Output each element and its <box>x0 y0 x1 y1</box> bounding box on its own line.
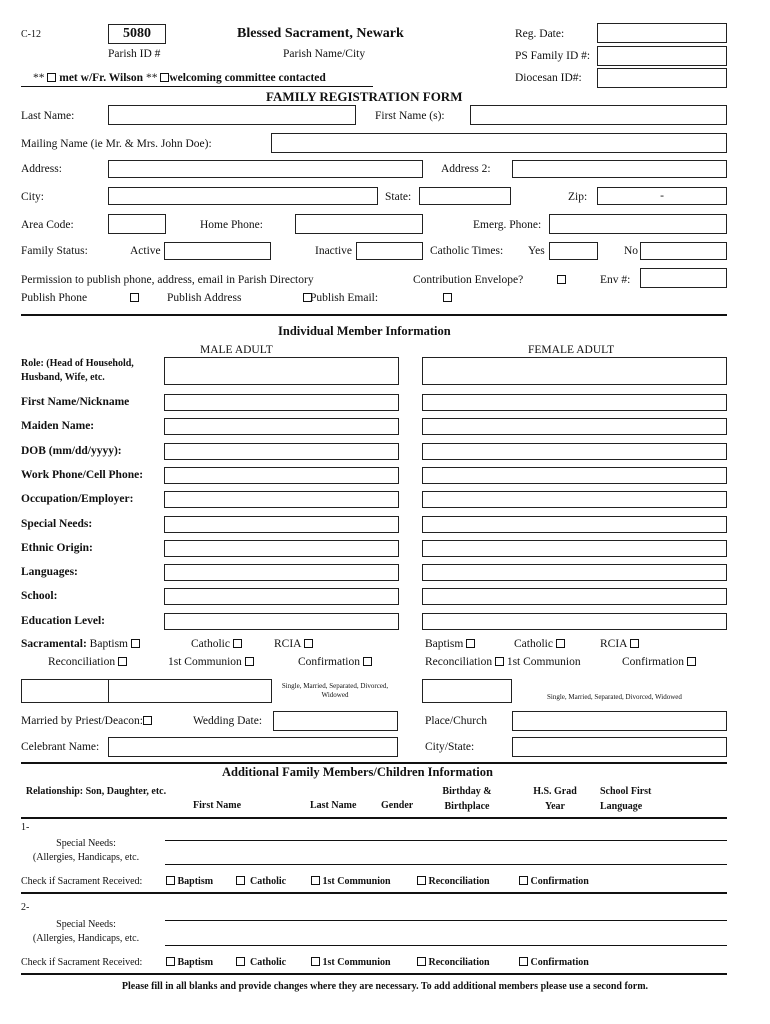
catholic-times-no-label: No <box>624 245 639 257</box>
entry-1-rule <box>21 892 727 894</box>
confirmation-1-group <box>519 876 589 887</box>
entry-2-line[interactable] <box>165 920 727 921</box>
row-male-input-first-name-nickname[interactable] <box>164 394 399 411</box>
contribution-label: Contribution Envelope? <box>413 274 524 286</box>
reconciliation-2-label: Reconciliation <box>428 957 490 968</box>
reconciliation-1-group <box>417 876 490 887</box>
catholic-2-group <box>236 957 286 968</box>
address2-label: Address 2: <box>441 163 491 175</box>
sacramental-row-male <box>21 638 140 650</box>
section-divider-2 <box>21 762 727 764</box>
reconciliation-label-male: Reconciliation <box>48 656 116 668</box>
zip-input[interactable] <box>597 187 727 205</box>
row-label-maiden-name: Maiden Name: <box>21 420 95 433</box>
row-female-input-education-level[interactable] <box>422 613 727 630</box>
confirmation-label-male: Confirmation <box>298 656 360 668</box>
marital-hint-male: Single, Married, Separated, Divorced, Widowed <box>281 682 389 699</box>
reconciliation-label-female: Reconciliation <box>425 656 493 668</box>
contact-checks <box>33 72 326 84</box>
rcia-checkbox-male[interactable] <box>304 639 313 648</box>
row-male-input-education-level[interactable] <box>164 613 399 630</box>
confirmation-group-female <box>622 656 696 668</box>
home-phone-label: Home Phone: <box>200 219 263 231</box>
row-female-input-ethnic-origin[interactable] <box>422 540 727 557</box>
baptism-group-female <box>425 638 475 650</box>
communion-1-group <box>311 876 391 887</box>
row-male-input-school[interactable] <box>164 588 399 605</box>
baptism-checkbox-female[interactable] <box>466 639 475 648</box>
catholic-times-no-input[interactable] <box>640 242 727 260</box>
special-needs-2-line[interactable] <box>165 945 727 946</box>
catholic-2-label: Catholic <box>250 957 287 968</box>
catholic-label-female: Catholic <box>514 638 553 650</box>
publish-phone-label: Publish Phone <box>21 292 88 304</box>
active-input[interactable] <box>164 242 271 260</box>
publish-email-checkbox[interactable] <box>443 293 452 302</box>
address2-input[interactable] <box>512 160 727 178</box>
row-label-school: School: <box>21 590 58 603</box>
welcoming-label: welcoming committee contacted <box>169 72 326 84</box>
col-gender: Gender <box>381 800 414 811</box>
active-label: Active <box>130 245 161 257</box>
diocesan-id-field[interactable] <box>597 68 727 88</box>
catholic-checkbox-female[interactable] <box>556 639 565 648</box>
confirmation-2-group <box>519 957 589 968</box>
row-male-input-maiden-name[interactable] <box>164 418 399 435</box>
inactive-label: Inactive <box>315 245 353 257</box>
sacramental-label: Sacramental: <box>21 638 87 650</box>
role-male-input[interactable] <box>164 357 399 385</box>
children-title: Additional Family Members/Children Information <box>222 765 493 779</box>
contribution-checkbox[interactable] <box>557 275 566 284</box>
confirmation-2-label: Confirmation <box>530 957 589 968</box>
baptism-2-label: Baptism <box>177 957 214 968</box>
row-female-input-first-name-nickname[interactable] <box>422 394 727 411</box>
male-adult-heading: MALE ADULT <box>200 344 273 356</box>
state-input[interactable] <box>419 187 511 205</box>
role-female-input[interactable] <box>422 357 727 385</box>
col-birthday: Birthday & Birthplace <box>442 786 492 812</box>
col-hs-grad: H.S. Grad Year <box>533 786 577 812</box>
met-wilson-checkbox[interactable] <box>47 73 56 82</box>
header-underline <box>21 86 373 87</box>
row-label-work-phone-cell-phone: Work Phone/Cell Phone: <box>21 468 144 481</box>
footer-note: Please fill in all blanks and provide changes where they are necessary. To add additional members please use a second form. <box>121 981 649 992</box>
special-needs-2: Special Needs: <box>56 919 116 930</box>
row-female-input-special-needs[interactable] <box>422 516 727 533</box>
row-male-input-special-needs[interactable] <box>164 516 399 533</box>
entry-1-label: 1- <box>21 822 30 833</box>
rcia-group-male <box>274 638 313 650</box>
met-wilson-label: met w/Fr. Wilson <box>59 72 144 84</box>
address-input[interactable] <box>108 160 423 178</box>
col-last-name: Last Name <box>310 800 357 811</box>
publish-email-label: Publish Email: <box>310 292 379 304</box>
row-male-input-work-phone-cell-phone[interactable] <box>164 467 399 484</box>
celebrant-label: Celebrant Name: <box>21 741 100 753</box>
special-needs-1: Special Needs: <box>56 838 116 849</box>
wedding-date-input[interactable] <box>273 711 398 731</box>
communion-checkbox-male[interactable] <box>245 657 254 666</box>
row-male-input-ethnic-origin[interactable] <box>164 540 399 557</box>
individual-title: Individual Member Information <box>278 324 451 338</box>
reg-date-field[interactable] <box>597 23 727 43</box>
area-code-input[interactable] <box>108 214 166 234</box>
reconciliation-checkbox-female[interactable] <box>495 657 504 666</box>
confirmation-2-checkbox[interactable] <box>519 957 528 966</box>
communion-label-male: 1st Communion <box>168 656 242 668</box>
row-female-input-work-phone-cell-phone[interactable] <box>422 467 727 484</box>
row-male-input-languages[interactable] <box>164 564 399 581</box>
col-relationship: Relationship: Son, Daughter, etc. <box>25 786 167 797</box>
form-title: FAMILY REGISTRATION FORM <box>266 89 463 104</box>
row-male-input-dob-mm-dd-yyyy[interactable] <box>164 443 399 460</box>
sacraments-1 <box>166 876 213 887</box>
row-label-first-name-nickname: First Name/Nickname <box>21 396 130 408</box>
col-first-name: First Name <box>193 800 242 811</box>
reg-date-label: Reg. Date: <box>515 28 565 40</box>
address-label: Address: <box>21 163 62 175</box>
area-code-label: Area Code: <box>21 219 74 231</box>
communion-2-checkbox[interactable] <box>311 957 320 966</box>
row-female-input-occupation-employer[interactable] <box>422 491 727 508</box>
mailing-name-input[interactable] <box>271 133 727 153</box>
rcia-label-male: RCIA <box>274 638 301 650</box>
check-sacrament-1: Check if Sacrament Received: <box>21 876 143 887</box>
female-adult-heading: FEMALE ADULT <box>528 344 615 356</box>
baptism-checkbox-male[interactable] <box>131 639 140 648</box>
row-label-education-level: Education Level: <box>21 614 106 627</box>
catholic-label-male: Catholic <box>191 638 230 650</box>
rcia-checkbox-female[interactable] <box>630 639 639 648</box>
family-status-label: Family Status: <box>21 245 88 257</box>
city-input[interactable] <box>108 187 378 205</box>
catholic-times-label: Catholic Times: <box>430 245 504 257</box>
communion-group-male <box>168 656 254 668</box>
married-by-group <box>21 715 152 727</box>
state-label: State: <box>385 191 412 203</box>
baptism-1-checkbox[interactable] <box>166 876 175 885</box>
permission-label: Permission to publish phone, address, email in Parish Directory <box>21 274 314 286</box>
zip-label: Zip: <box>568 191 588 203</box>
reconciliation-group-female <box>425 656 581 668</box>
row-label-special-needs: Special Needs: <box>21 517 93 530</box>
emerg-phone-input[interactable] <box>549 214 727 234</box>
last-name-input[interactable] <box>108 105 356 125</box>
married-by-label: Married by Priest/Deacon: <box>21 715 143 727</box>
role-label: Role: (Head of Household, Husband, Wife, etc. <box>21 358 134 383</box>
sacraments-2 <box>166 957 213 968</box>
diocesan-id-label: Diocesan ID#: <box>515 72 582 84</box>
check-sacrament-2: Check if Sacrament Received: <box>21 957 143 968</box>
entry-2-label: 2- <box>21 902 30 913</box>
reconciliation-group-male <box>48 656 127 668</box>
wedding-date-label: Wedding Date: <box>193 715 263 727</box>
form-code: C-12 <box>21 29 41 40</box>
first-names-input[interactable] <box>470 105 727 125</box>
catholic-1-checkbox[interactable] <box>236 876 245 885</box>
ps-family-id-label: PS Family ID #: <box>515 50 591 62</box>
catholic-1-group <box>236 876 286 887</box>
special-needs-1-line[interactable] <box>165 864 727 865</box>
catholic-times-yes-input[interactable] <box>549 242 598 260</box>
rcia-group-female <box>600 638 639 650</box>
allergies-1: (Allergies, Handicaps, etc. <box>32 852 140 863</box>
row-label-occupation-employer: Occupation/Employer: <box>21 493 134 506</box>
confirmation-1-label: Confirmation <box>530 876 589 887</box>
row-female-input-dob-mm-dd-yyyy[interactable] <box>422 443 727 460</box>
confirmation-checkbox-male[interactable] <box>363 657 372 666</box>
marital-status-label-frame <box>21 679 108 703</box>
first-names-label: First Name (s): <box>375 110 445 122</box>
row-male-input-occupation-employer[interactable] <box>164 491 399 508</box>
row-label-dob-mm-dd-yyyy: DOB (mm/dd/yyyy): <box>21 444 122 457</box>
marital-status-female-input[interactable] <box>422 679 512 703</box>
place-church-label: Place/Church <box>425 715 487 727</box>
home-phone-input[interactable] <box>295 214 423 234</box>
parish-id-label: Parish ID # <box>108 48 161 60</box>
marital-hint-female: Single, Married, Separated, Divorced, Widowed <box>547 693 682 701</box>
baptism-label-female: Baptism <box>425 638 464 650</box>
allergies-2: (Allergies, Handicaps, etc. <box>32 933 140 944</box>
welcoming-checkbox[interactable] <box>160 73 169 82</box>
publish-address-label: Publish Address <box>167 292 242 304</box>
catholic-group-female <box>514 638 565 650</box>
parish-name-label: Parish Name/City <box>283 48 366 60</box>
row-label-languages: Languages: <box>21 566 78 579</box>
catholic-group-male <box>191 638 242 650</box>
children-header-rule <box>21 817 727 819</box>
parish-name: Blessed Sacrament, Newark <box>237 26 404 41</box>
reconciliation-1-checkbox[interactable] <box>417 876 426 885</box>
stars-left: ** <box>33 72 45 84</box>
inactive-input[interactable] <box>356 242 423 260</box>
publish-phone-checkbox[interactable] <box>130 293 139 302</box>
zip-dash: - <box>660 190 664 202</box>
row-female-input-school[interactable] <box>422 588 727 605</box>
city-state-label: City/State: <box>425 741 475 753</box>
last-name-label: Last Name: <box>21 110 75 122</box>
catholic-times-yes-label: Yes <box>528 245 545 257</box>
married-by-checkbox[interactable] <box>143 716 152 725</box>
baptism-2-checkbox[interactable] <box>166 957 175 966</box>
row-female-input-maiden-name[interactable] <box>422 418 727 435</box>
entry-1-line[interactable] <box>165 840 727 841</box>
city-label: City: <box>21 191 45 203</box>
emerg-phone-label: Emerg. Phone: <box>473 219 542 231</box>
place-church-input[interactable] <box>512 711 727 731</box>
confirmation-checkbox-female[interactable] <box>687 657 696 666</box>
catholic-1-label: Catholic <box>250 876 287 887</box>
baptism-label-male: Baptism <box>89 638 129 650</box>
marital-status-male-input[interactable] <box>108 679 272 703</box>
baptism-1-label: Baptism <box>177 876 214 887</box>
env-label: Env #: <box>600 274 631 286</box>
communion-2-label: 1st Communion <box>322 957 391 968</box>
catholic-checkbox-male[interactable] <box>233 639 242 648</box>
city-state-input[interactable] <box>512 737 727 757</box>
confirmation-1-checkbox[interactable] <box>519 876 528 885</box>
catholic-2-checkbox[interactable] <box>236 957 245 966</box>
reconciliation-2-checkbox[interactable] <box>417 957 426 966</box>
confirmation-group-male <box>298 656 372 668</box>
communion-1-checkbox[interactable] <box>311 876 320 885</box>
ps-family-id-field[interactable] <box>597 46 727 66</box>
celebrant-input[interactable] <box>108 737 398 757</box>
communion-2-group <box>311 957 391 968</box>
communion-label-female: 1st Communion <box>506 656 581 668</box>
parish-id-value: 5080 <box>108 24 166 44</box>
section-divider-1 <box>21 314 727 316</box>
col-school-language: School First Language <box>600 786 652 812</box>
row-female-input-languages[interactable] <box>422 564 727 581</box>
communion-1-label: 1st Communion <box>322 876 391 887</box>
mailing-name-label: Mailing Name (ie Mr. & Mrs. John Doe): <box>21 138 212 150</box>
stars-mid: ** <box>145 72 158 84</box>
row-label-ethnic-origin: Ethnic Origin: <box>21 541 93 554</box>
rcia-label-female: RCIA <box>600 638 627 650</box>
entry-2-rule <box>21 973 727 975</box>
reconciliation-1-label: Reconciliation <box>428 876 490 887</box>
reconciliation-checkbox-male[interactable] <box>118 657 127 666</box>
env-input[interactable] <box>640 268 727 288</box>
reconciliation-2-group <box>417 957 490 968</box>
confirmation-label-female: Confirmation <box>622 656 684 668</box>
